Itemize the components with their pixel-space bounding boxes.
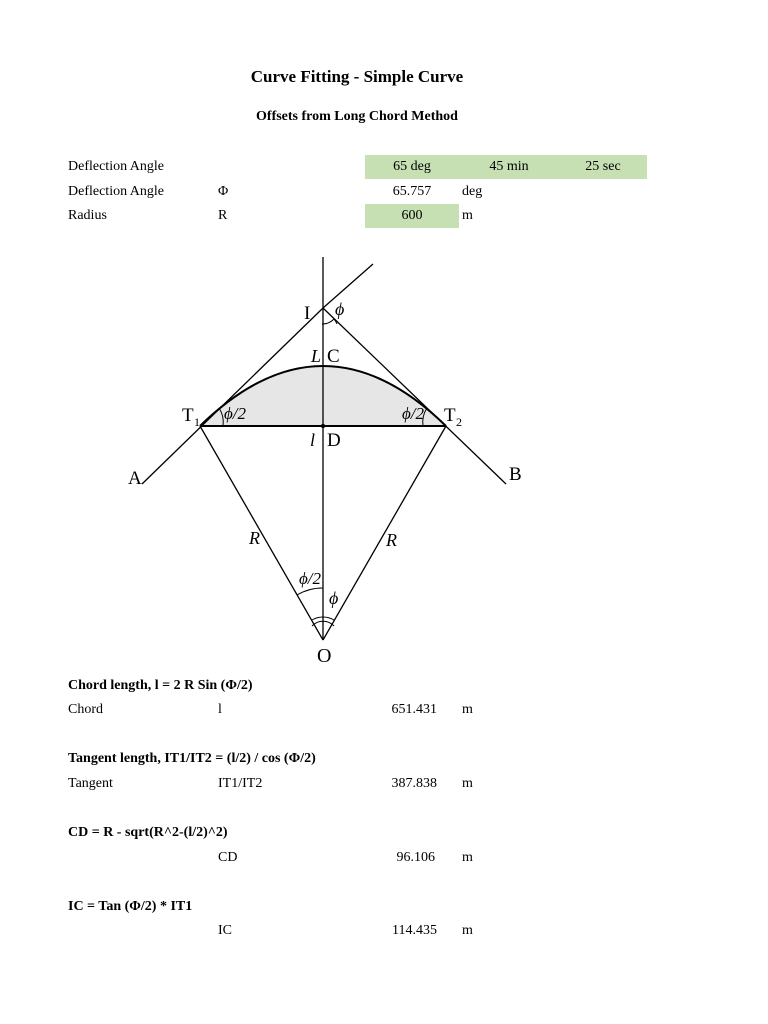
label-phi-bottom: ϕ [329,588,339,608]
chord-value: 651.431 [391,702,437,717]
page-title: Curve Fitting - Simple Curve [250,67,464,86]
deflection-min-value[interactable]: 45 min [489,159,529,174]
ic-unit: m [462,923,473,938]
radius-unit: m [462,208,473,223]
tangent-extension [323,264,373,308]
label-R-right: R [386,530,397,550]
deflection-angle-label: Deflection Angle [68,159,165,174]
label-phi-top: ϕ [335,299,345,319]
phi-symbol: Φ [218,184,229,199]
tangent-symbol: IT1/IT2 [218,776,263,791]
tangent-formula-heading: Tangent length, IT1/IT2 = (l/2) / cos (Φ/2) [68,751,316,766]
label-L: L [311,346,322,366]
label-T2: T [444,405,456,426]
label-B: B [509,464,522,485]
label-T2-sub: 2 [456,415,462,429]
tangent-label: Tangent [68,776,113,791]
deflection-decimal-value: 65.757 [392,184,432,199]
label-T1: T [182,405,194,426]
cd-value: 96.106 [396,850,435,865]
label-R-left: R [249,528,260,548]
ic-symbol: IC [218,923,232,938]
chord-unit: m [462,702,473,717]
ic-value: 114.435 [392,923,437,938]
chord-formula-heading: Chord length, l = 2 R Sin (Φ/2) [68,678,253,693]
label-half-angle-bottom: ϕ/2 [299,569,322,588]
deflection-deg-value[interactable]: 65 deg [393,159,431,174]
chord-symbol: l [218,702,222,717]
chord-label: Chord [68,702,103,717]
label-D: D [327,430,341,451]
label-I: I [304,303,311,324]
label-A: A [128,468,142,489]
deflection-angle-decimal-label: Deflection Angle [68,184,165,199]
label-half-angle-right: ϕ/2 [402,404,425,423]
simple-curve-diagram [120,250,530,670]
label-T1-sub: 1 [194,415,200,429]
deflection-sec-value[interactable]: 25 sec [585,159,621,174]
label-C: C [327,346,340,367]
label-O: O [317,645,332,667]
radius-symbol: R [218,208,228,223]
tangent-unit: m [462,776,473,791]
deflection-unit: deg [462,184,483,199]
ic-formula-heading: IC = Tan (Φ/2) * IT1 [68,899,193,914]
radius-line-left [200,426,323,640]
radius-value[interactable]: 600 [401,208,423,223]
radius-line-right [323,426,446,640]
page-subtitle: Offsets from Long Chord Method [256,109,458,124]
cd-unit: m [462,850,473,865]
radius-label: Radius [68,208,107,223]
cd-formula-heading: CD = R - sqrt(R^2-(l/2)^2) [68,825,228,840]
cd-symbol: CD [218,850,238,865]
tangent-value: 387.838 [391,776,437,791]
label-l: l [310,430,316,450]
label-half-angle-left: ϕ/2 [224,404,247,423]
